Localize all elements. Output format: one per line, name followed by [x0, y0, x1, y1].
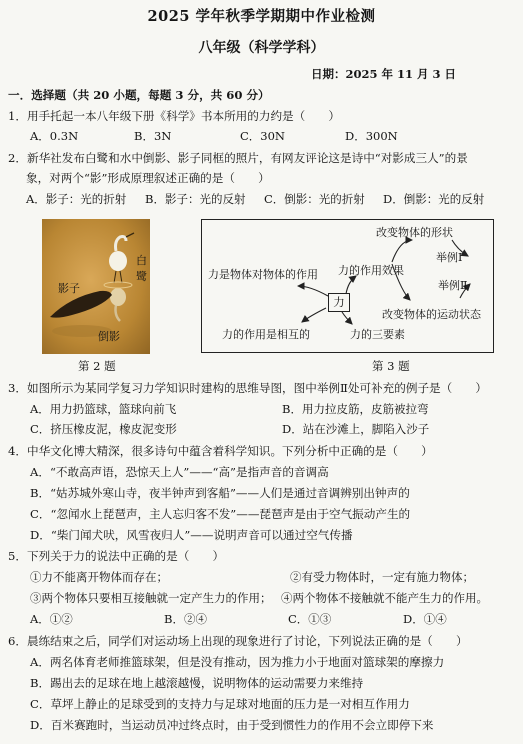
q4-stem: 4．中华文化博大精深，很多诗句中蕴含着科学知识。下列分析中正确的是（ ） — [8, 444, 433, 458]
q5-statement-1: ①力不能离开物体而存在； — [30, 570, 168, 584]
node-force-effect: 力的作用效果 — [338, 264, 404, 277]
q5-option-c: C．①③ — [288, 612, 332, 626]
q5-options — [0, 611, 523, 627]
q1-option-a: A．0.3N — [30, 129, 79, 143]
q5-option-a: A．①② — [30, 612, 73, 626]
node-force-mutual: 力的作用是相互的 — [222, 328, 310, 341]
q3-option-d: D．站在沙滩上，脚陷入沙子 — [282, 422, 430, 436]
q5-stem: 5．下列关于力的说法中正确的是（ ） — [8, 549, 225, 563]
q2-stem-line1: 2．新华社发布白鹭和水中倒影、影子同框的照片，有网友评论这是诗中“对影成三人”的景 — [8, 151, 468, 165]
q5-statements-row1 — [0, 569, 523, 585]
q5-statement-2: ②有受力物体时，一定有施力物体； — [290, 570, 474, 584]
q6-option-c: C．草坪上静止的足球受到的支持力与足球对地面的压力是一对相互作用力 — [30, 697, 410, 711]
q1-option-c: C．30N — [240, 129, 285, 143]
q3-options-row2 — [0, 421, 523, 437]
q5-option-b: B．②④ — [164, 612, 207, 626]
q1-option-b: B．3N — [134, 129, 172, 143]
reflection-label: 倒影 — [98, 330, 120, 343]
figure3-caption: 第 3 题 — [372, 359, 410, 373]
exam-title: 2025 学年秋季学期期中作业检测 — [147, 8, 376, 25]
node-example-2: 举例Ⅱ — [438, 279, 468, 292]
q4-option-c: C．“忽闻水上琵琶声，主人忘归客不发”——琵琶声是由于空气振动产生的 — [30, 507, 411, 521]
q2-option-b: B．影子：光的反射 — [145, 192, 246, 206]
q6-stem: 6．晨练结束之后，同学们对运动场上出现的现象进行了讨论，下列说法正确的是（ ） — [8, 634, 468, 648]
q5-option-d: D．①④ — [403, 612, 447, 626]
node-change-motion: 改变物体的运动状态 — [382, 308, 481, 321]
q5-statement-3: ③两个物体只要相互接触就一定产生力的作用； — [30, 591, 272, 605]
q4-option-d: D．“柴门闻犬吠，风雪夜归人”——说明声音可以通过空气传播 — [30, 528, 353, 542]
q3-options-row1 — [0, 401, 523, 417]
q5-statement-4: ④两个物体不接触就不能产生力的作用。 — [281, 591, 488, 605]
exam-subtitle: 八年级（科学学科） — [198, 40, 325, 56]
q6-option-b: B．踢出去的足球在地上越滚越慢，说明物体的运动需要力来维持 — [30, 676, 364, 690]
q4-option-a: A．“不敢高声语，恐惊天上人”——“高”是指声音的音调高 — [30, 465, 329, 479]
q5-statements-row2 — [0, 590, 523, 606]
node-example-1: 举例Ⅰ — [436, 251, 463, 264]
q6-option-a: A．两名体育老师推篮球架，但是没有推动，因为推力小于地面对篮球架的摩擦力 — [30, 655, 445, 669]
q3-option-a: A．用力扔篮球，篮球向前飞 — [30, 402, 177, 416]
egret-label: 白鹭 — [136, 254, 147, 283]
q2-option-a: A．影子：光的折射 — [26, 192, 127, 206]
q1-stem: 1．用手托起一本八年级下册《科学》书本所用的力约是（ ） — [8, 109, 341, 123]
q1-options — [0, 128, 523, 144]
q3-option-c: C．挤压橡皮泥，橡皮泥变形 — [30, 422, 177, 436]
egret-photo — [42, 219, 150, 354]
node-force-elements: 力的三要素 — [350, 328, 405, 341]
node-change-shape: 改变物体的形状 — [376, 226, 453, 239]
section-heading: 一．选择题（共 20 小题，每题 3 分，共 60 分） — [8, 88, 270, 102]
exam-date: 日期：2025 年 11 月 3 日 — [311, 67, 457, 81]
node-force-center: 力 — [328, 293, 350, 312]
egret-shape — [109, 251, 127, 271]
q6-option-d: D．百米赛跑时，当运动员冲过终点时，由于受到惯性力的作用不会立即停下来 — [30, 718, 434, 732]
figure2-caption: 第 2 题 — [78, 359, 116, 373]
q2-option-c: C．倒影：光的折射 — [264, 192, 365, 206]
reflection-shape — [110, 288, 126, 306]
q4-option-b: B．“姑苏城外寒山寺，夜半钟声到客船”——人们是通过音调辨别出钟声的 — [30, 486, 410, 500]
shadow-label: 影子 — [58, 282, 80, 295]
q3-stem: 3．如图所示为某同学复习力学知识时建构的思维导图，图中举例Ⅱ处可补充的例子是（ ） — [8, 381, 488, 395]
q3-option-b: B．用力拉皮筋，皮筋被拉弯 — [282, 402, 429, 416]
q1-option-d: D．300N — [345, 129, 398, 143]
force-mind-map — [201, 219, 494, 353]
node-force-definition: 力是物体对物体的作用 — [208, 268, 318, 281]
q2-stem-line2: 象，对两个“影”形成原理叙述正确的是（ ） — [26, 171, 270, 185]
q2-options — [0, 191, 523, 207]
q2-option-d: D．倒影：光的反射 — [383, 192, 485, 206]
